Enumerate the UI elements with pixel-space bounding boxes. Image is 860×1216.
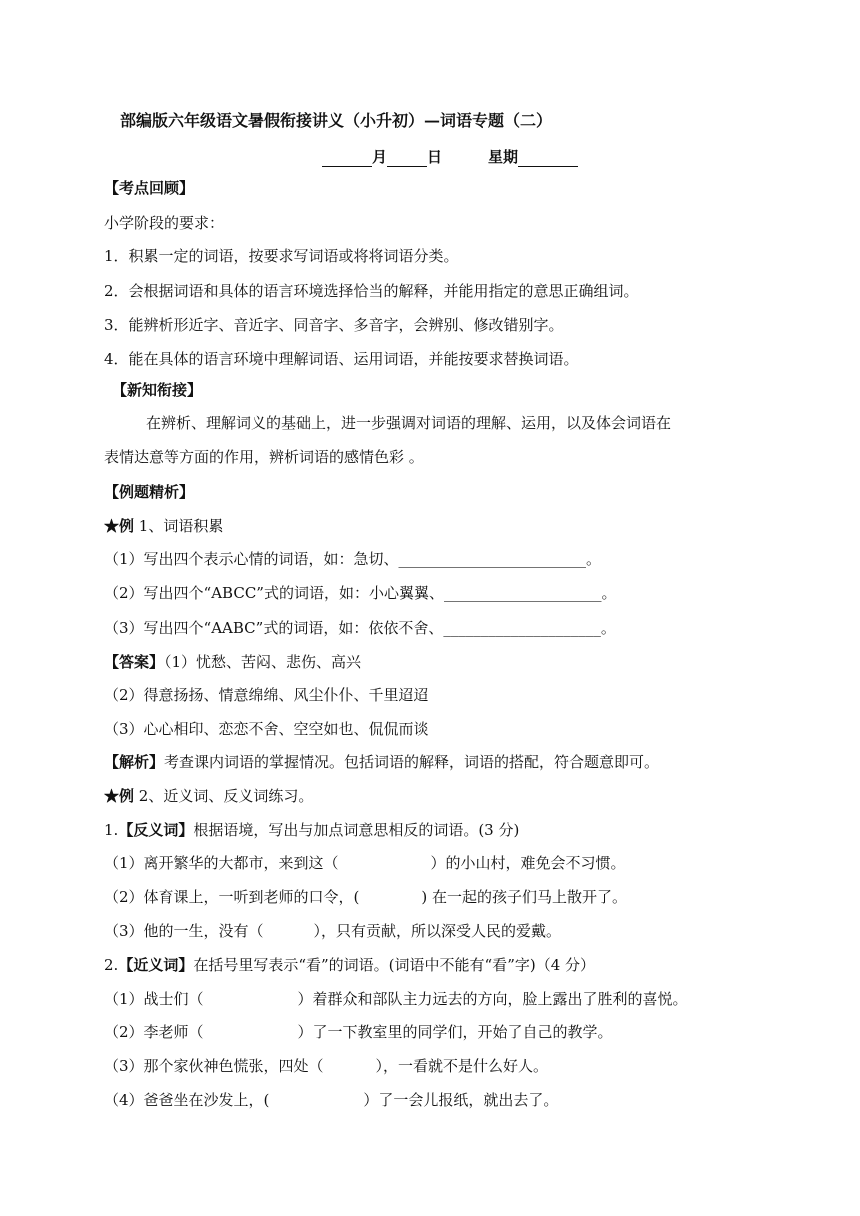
new-heading: 【新知衔接】 bbox=[112, 381, 203, 399]
period: 。 bbox=[600, 619, 616, 637]
period: 。 bbox=[601, 584, 617, 602]
part-2-question-2 bbox=[104, 1022, 613, 1042]
question-text: （2）体育课上，一听到老师的口令，( bbox=[104, 888, 360, 906]
question-text: （2）李老师（ bbox=[104, 1023, 204, 1041]
question-text: ）了一会儿报纸，就出去了。 bbox=[363, 1091, 559, 1109]
part-text: 根据语境，写出与加点词意思相反的词语。(3 分) bbox=[193, 821, 520, 839]
review-item-1: 1．积累一定的词语，按要求写词语或将将词语分类。 bbox=[104, 247, 459, 265]
question-text: ) 在一起的孩子们马上散开了。 bbox=[421, 888, 628, 906]
question-text: （1）战士们（ bbox=[104, 990, 204, 1008]
part-1-question-3 bbox=[104, 921, 561, 941]
new-paragraph-line-1: 在辨析、理解词义的基础上，进一步强调对词语的理解、运用，以及体会词语在 bbox=[146, 414, 672, 432]
weekday-blank[interactable] bbox=[518, 150, 578, 167]
part-1-heading bbox=[104, 820, 519, 840]
period: 。 bbox=[586, 550, 602, 568]
part-tag: 【反义词】 bbox=[118, 821, 194, 839]
part-2-question-4 bbox=[104, 1090, 558, 1110]
answer-blank[interactable]: _____________________ bbox=[443, 584, 602, 602]
question-text: （1）写出四个表示心情的词语，如：急切、 bbox=[104, 550, 399, 568]
example-2-title-text: 2、近义词、反义词练习。 bbox=[134, 787, 314, 805]
review-item-4: 4．能在具体的语言环境中理解词语、运用词语，并能按要求替换词语。 bbox=[104, 350, 579, 368]
part-number: 2. bbox=[104, 956, 119, 974]
example-1-question-2 bbox=[104, 583, 617, 603]
question-text: ）了一下教室里的同学们，开始了自己的教学。 bbox=[297, 1023, 613, 1041]
question-text: （4）爸爸坐在沙发上，( bbox=[104, 1091, 270, 1109]
example-2-title bbox=[104, 786, 313, 806]
example-1-title bbox=[104, 516, 223, 536]
answer-line-2: （2）得意扬扬、情意绵绵、风尘仆仆、千里迢迢 bbox=[104, 686, 429, 704]
question-text: （2）写出四个“ABCC”式的词语，如：小心翼翼、 bbox=[104, 584, 444, 602]
part-2-heading bbox=[104, 955, 595, 975]
part-number: 1. bbox=[104, 821, 119, 839]
part-2-question-1 bbox=[104, 989, 688, 1009]
review-item-3: 3．能辨析形近字、音近字、同音字、多音字，会辨别、修改错别字。 bbox=[104, 316, 564, 334]
month-label: 月 bbox=[372, 148, 388, 166]
part-2-question-3 bbox=[104, 1056, 548, 1076]
example-1-question-1 bbox=[104, 549, 601, 569]
answer-label: 【答案】 bbox=[104, 653, 165, 671]
document-title: 部编版六年级语文暑假衔接讲义（小升初）—词语专题（二） bbox=[120, 111, 553, 130]
month-blank[interactable] bbox=[322, 150, 372, 167]
question-text: （3）那个家伙神色慌张，四处（ bbox=[104, 1057, 324, 1075]
date-line bbox=[322, 146, 578, 167]
question-text: （3）他的一生，没有（ bbox=[104, 922, 264, 940]
question-text: ），一看就不是什么好人。 bbox=[375, 1057, 549, 1075]
question-text: （3）写出四个“AABC”式的词语，如：依依不舍、 bbox=[104, 619, 444, 637]
part-text: 在括号里写表示“看”的词语。(词语中不能有“看”字)（4 分） bbox=[193, 956, 596, 974]
example-2-label: ★例 bbox=[104, 787, 135, 805]
example-1-question-3 bbox=[104, 618, 616, 638]
example-1-title-text: 1、词语积累 bbox=[134, 517, 224, 535]
question-text: ）着群众和部队主力远去的方向，脸上露出了胜利的喜悦。 bbox=[297, 990, 688, 1008]
answer-line-3: （3）心心相印、恋恋不舍、空空如也、侃侃而谈 bbox=[104, 720, 429, 738]
question-text: ）的小山村，难免会不习惯。 bbox=[430, 854, 626, 872]
answer-blank[interactable]: _____________________ bbox=[443, 619, 601, 637]
part-1-question-1 bbox=[104, 853, 626, 873]
part-1-question-2 bbox=[104, 887, 627, 907]
analysis-text: 考查课内词语的掌握情况。包括词语的解释，词语的搭配，符合题意即可。 bbox=[164, 753, 660, 771]
answer-text: （1）忧愁、苦闷、悲伤、高兴 bbox=[164, 653, 362, 671]
review-intro: 小学阶段的要求： bbox=[104, 214, 225, 232]
analysis-line bbox=[104, 752, 659, 772]
new-paragraph-line-2: 表情达意等方面的作用，辨析词语的感情色彩 。 bbox=[104, 448, 424, 466]
analysis-label: 【解析】 bbox=[104, 753, 165, 771]
day-label: 日 bbox=[427, 148, 443, 166]
answer-line-1 bbox=[104, 652, 361, 672]
weekday-label: 星期 bbox=[488, 148, 519, 166]
part-tag: 【近义词】 bbox=[118, 956, 194, 974]
review-item-2: 2．会根据词语和具体的语言环境选择恰当的解释，并能用指定的意思正确组词。 bbox=[104, 282, 639, 300]
answer-blank[interactable]: _________________________ bbox=[398, 550, 587, 568]
review-heading: 【考点回顾】 bbox=[104, 179, 195, 197]
question-text: （1）离开繁华的大都市，来到这（ bbox=[104, 854, 339, 872]
example-1-label: ★例 bbox=[104, 517, 135, 535]
examples-heading: 【例题精析】 bbox=[104, 483, 195, 501]
day-blank[interactable] bbox=[387, 150, 427, 167]
question-text: ），只有贡献，所以深受人民的爱戴。 bbox=[313, 922, 562, 940]
